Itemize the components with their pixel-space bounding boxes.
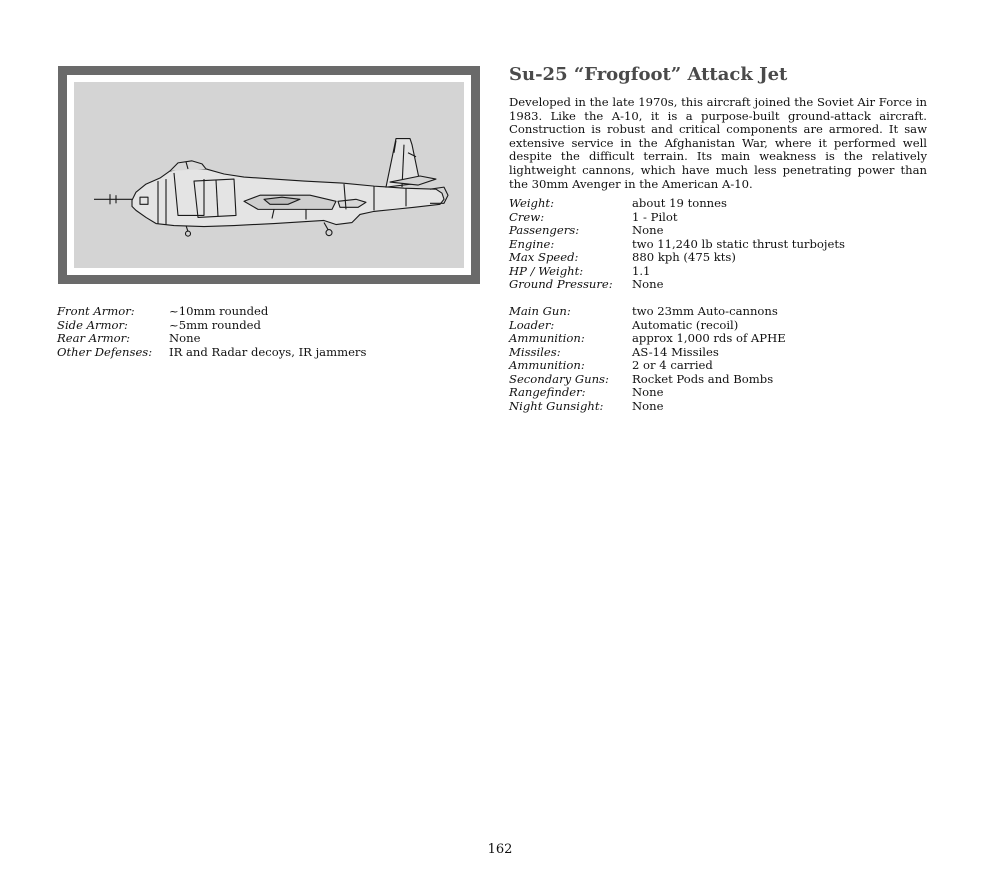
spec-row-weight bbox=[509, 197, 845, 211]
spec-row-hp-weight bbox=[509, 265, 845, 279]
stats-table bbox=[509, 197, 845, 292]
spec-label: Side Armor: bbox=[57, 317, 128, 332]
spec-value: None bbox=[632, 398, 664, 413]
spec-label: Ammunition: bbox=[509, 358, 585, 372]
spec-row-secondary-guns bbox=[509, 373, 786, 387]
spec-label: Weight: bbox=[509, 196, 554, 210]
spec-row-night-gunsight bbox=[509, 400, 786, 414]
spec-value: None bbox=[169, 331, 201, 345]
spec-value: 880 kph (475 kts) bbox=[632, 250, 736, 264]
spec-value: Rocket Pods and Bombs bbox=[632, 371, 774, 386]
spec-label: Rear Armor: bbox=[57, 331, 131, 345]
spec-label: Ammunition: bbox=[509, 331, 585, 345]
spec-label: Ground Pressure: bbox=[509, 277, 613, 291]
aircraft-illustration bbox=[74, 82, 464, 268]
spec-value: ~10mm rounded bbox=[169, 304, 269, 318]
spec-row-side-armor bbox=[57, 319, 366, 333]
weapons-table bbox=[509, 305, 786, 413]
spec-label: Passengers: bbox=[509, 223, 580, 237]
spec-row-max-speed bbox=[509, 251, 845, 265]
spec-value: 2 or 4 carried bbox=[632, 358, 713, 372]
spec-row-loader bbox=[509, 319, 786, 333]
spec-value: approx 1,000 rds of APHE bbox=[632, 331, 786, 345]
spec-label: HP / Weight: bbox=[509, 263, 584, 278]
spec-row-rear-armor bbox=[57, 332, 366, 346]
aircraft-description: Developed in the late 1970s, this aircraft joined the Soviet Air Force in 1983. Like the A-10, it is a purpose-built ground-attack aircraft. Construction is robust and critical components are armored. It saw extensive service in the Afghanistan War, where it performed well despite the difficult terrain. Its main weakness is the relatively lightweight cannons, which have much less penetrating power than the 30mm Avenger in the American A-10. bbox=[509, 95, 927, 191]
spec-label: Loader: bbox=[509, 317, 555, 332]
spec-row-crew bbox=[509, 211, 845, 225]
spec-row-missiles bbox=[509, 346, 786, 360]
spec-row-passengers bbox=[509, 224, 845, 238]
spec-row-engine bbox=[509, 238, 845, 252]
spec-row-ammunition bbox=[509, 332, 786, 346]
aircraft-side-profile bbox=[74, 82, 464, 268]
spec-label: Engine: bbox=[509, 236, 555, 251]
spec-value: None bbox=[632, 223, 664, 237]
spec-row-main-gun bbox=[509, 305, 786, 319]
spec-value: Automatic (recoil) bbox=[632, 317, 739, 332]
spec-label: Max Speed: bbox=[509, 250, 579, 264]
spec-value: 1 - Pilot bbox=[632, 209, 678, 224]
spec-value: two 23mm Auto-cannons bbox=[632, 304, 778, 318]
spec-label: Night Gunsight: bbox=[509, 398, 604, 413]
spec-label: Crew: bbox=[509, 209, 545, 224]
armor-table bbox=[57, 305, 366, 359]
spec-row-missile-ammunition bbox=[509, 359, 786, 373]
spec-label: Front Armor: bbox=[57, 304, 135, 318]
aircraft-illustration-frame bbox=[58, 66, 480, 284]
spec-label: Rangefinder: bbox=[509, 385, 586, 399]
spec-value: about 19 tonnes bbox=[632, 196, 727, 210]
spec-value: ~5mm rounded bbox=[169, 317, 261, 332]
spec-row-ground-pressure bbox=[509, 278, 845, 292]
spec-value: AS-14 Missiles bbox=[632, 344, 719, 359]
spec-value: None bbox=[632, 277, 664, 291]
spec-label: Missiles: bbox=[509, 344, 561, 359]
spec-value: two 11,240 lb static thrust turbojets bbox=[632, 236, 845, 251]
page-number: 162 bbox=[487, 842, 513, 857]
spec-value: IR and Radar decoys, IR jammers bbox=[169, 344, 367, 359]
spec-value: None bbox=[632, 385, 664, 399]
spec-value: 1.1 bbox=[632, 263, 651, 278]
spec-label: Main Gun: bbox=[509, 304, 571, 318]
spec-row-front-armor bbox=[57, 305, 366, 319]
spec-label: Other Defenses: bbox=[57, 344, 153, 359]
spec-label: Secondary Guns: bbox=[509, 371, 609, 386]
spec-row-rangefinder bbox=[509, 386, 786, 400]
page-title: Su-25 “Frogfoot” Attack Jet bbox=[509, 64, 788, 85]
spec-row-other-defenses bbox=[57, 346, 366, 360]
